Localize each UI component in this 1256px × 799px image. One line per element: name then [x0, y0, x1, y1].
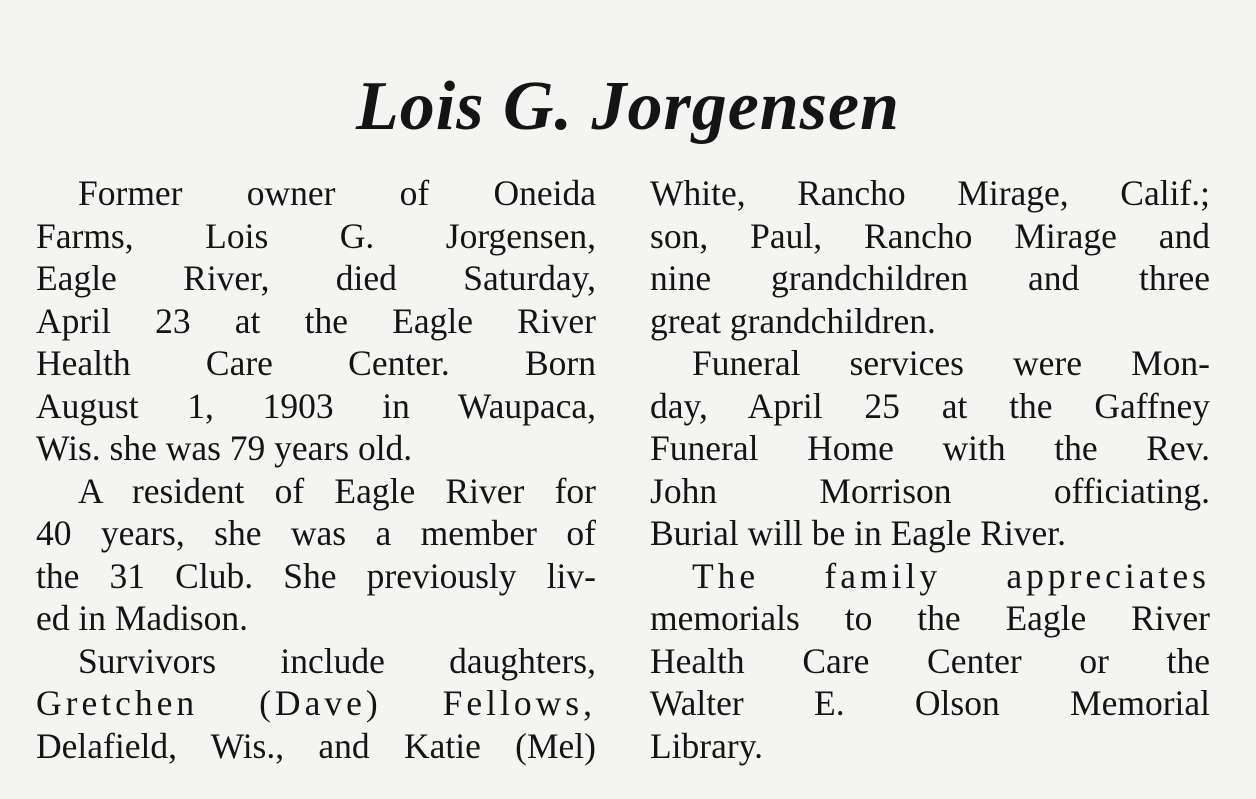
text-line: Funeral services were Mon-	[692, 343, 1210, 383]
text-line: Delafield, Wis., and Katie (Mel)	[36, 725, 596, 766]
text-line: memorials to the Eagle River	[650, 598, 1210, 638]
text-line: Survivors include daughters,	[78, 640, 596, 681]
text-line: Library.	[650, 725, 764, 766]
text-line: Wis. she was 79 years old.	[36, 428, 413, 468]
right-column	[650, 172, 1210, 767]
left-column	[36, 172, 596, 767]
text-line: great grandchildren.	[650, 300, 936, 341]
text-line: Former owner of Oneida	[78, 173, 596, 213]
text-line: John Morrison officiating.	[650, 470, 1210, 511]
text-line: Farms, Lois G. Jorgensen,	[36, 215, 596, 256]
text-line: April 23 at the Eagle River	[36, 300, 596, 341]
text-line: Funeral Home with the Rev.	[650, 428, 1210, 468]
text-line: Health Care Center or the	[650, 640, 1210, 681]
text-line: Health Care Center. Born	[36, 343, 596, 383]
text-line: Gretchen (Dave) Fellows,	[36, 683, 596, 723]
text-line: The family appreciates	[692, 555, 1210, 596]
text-line: White, Rancho Mirage, Calif.;	[650, 173, 1210, 213]
text-line: day, April 25 at the Gaffney	[650, 385, 1210, 426]
text-line: 40 years, she was a member of	[36, 513, 596, 553]
text-line: the 31 Club. She previously liv-	[36, 555, 596, 596]
text-line: A resident of Eagle River for	[78, 470, 596, 511]
text-line: Eagle River, died Saturday,	[36, 258, 596, 298]
text-line: son, Paul, Rancho Mirage and	[650, 215, 1210, 256]
obituary-title: Lois G. Jorgensen	[356, 68, 900, 145]
text-line: August 1, 1903 in Waupaca,	[36, 385, 596, 426]
text-line: ed in Madison.	[36, 598, 248, 638]
text-line: Walter E. Olson Memorial	[650, 683, 1210, 723]
text-line: Burial will be in Eagle River.	[650, 513, 1067, 553]
text-line: nine grandchildren and three	[650, 258, 1210, 298]
